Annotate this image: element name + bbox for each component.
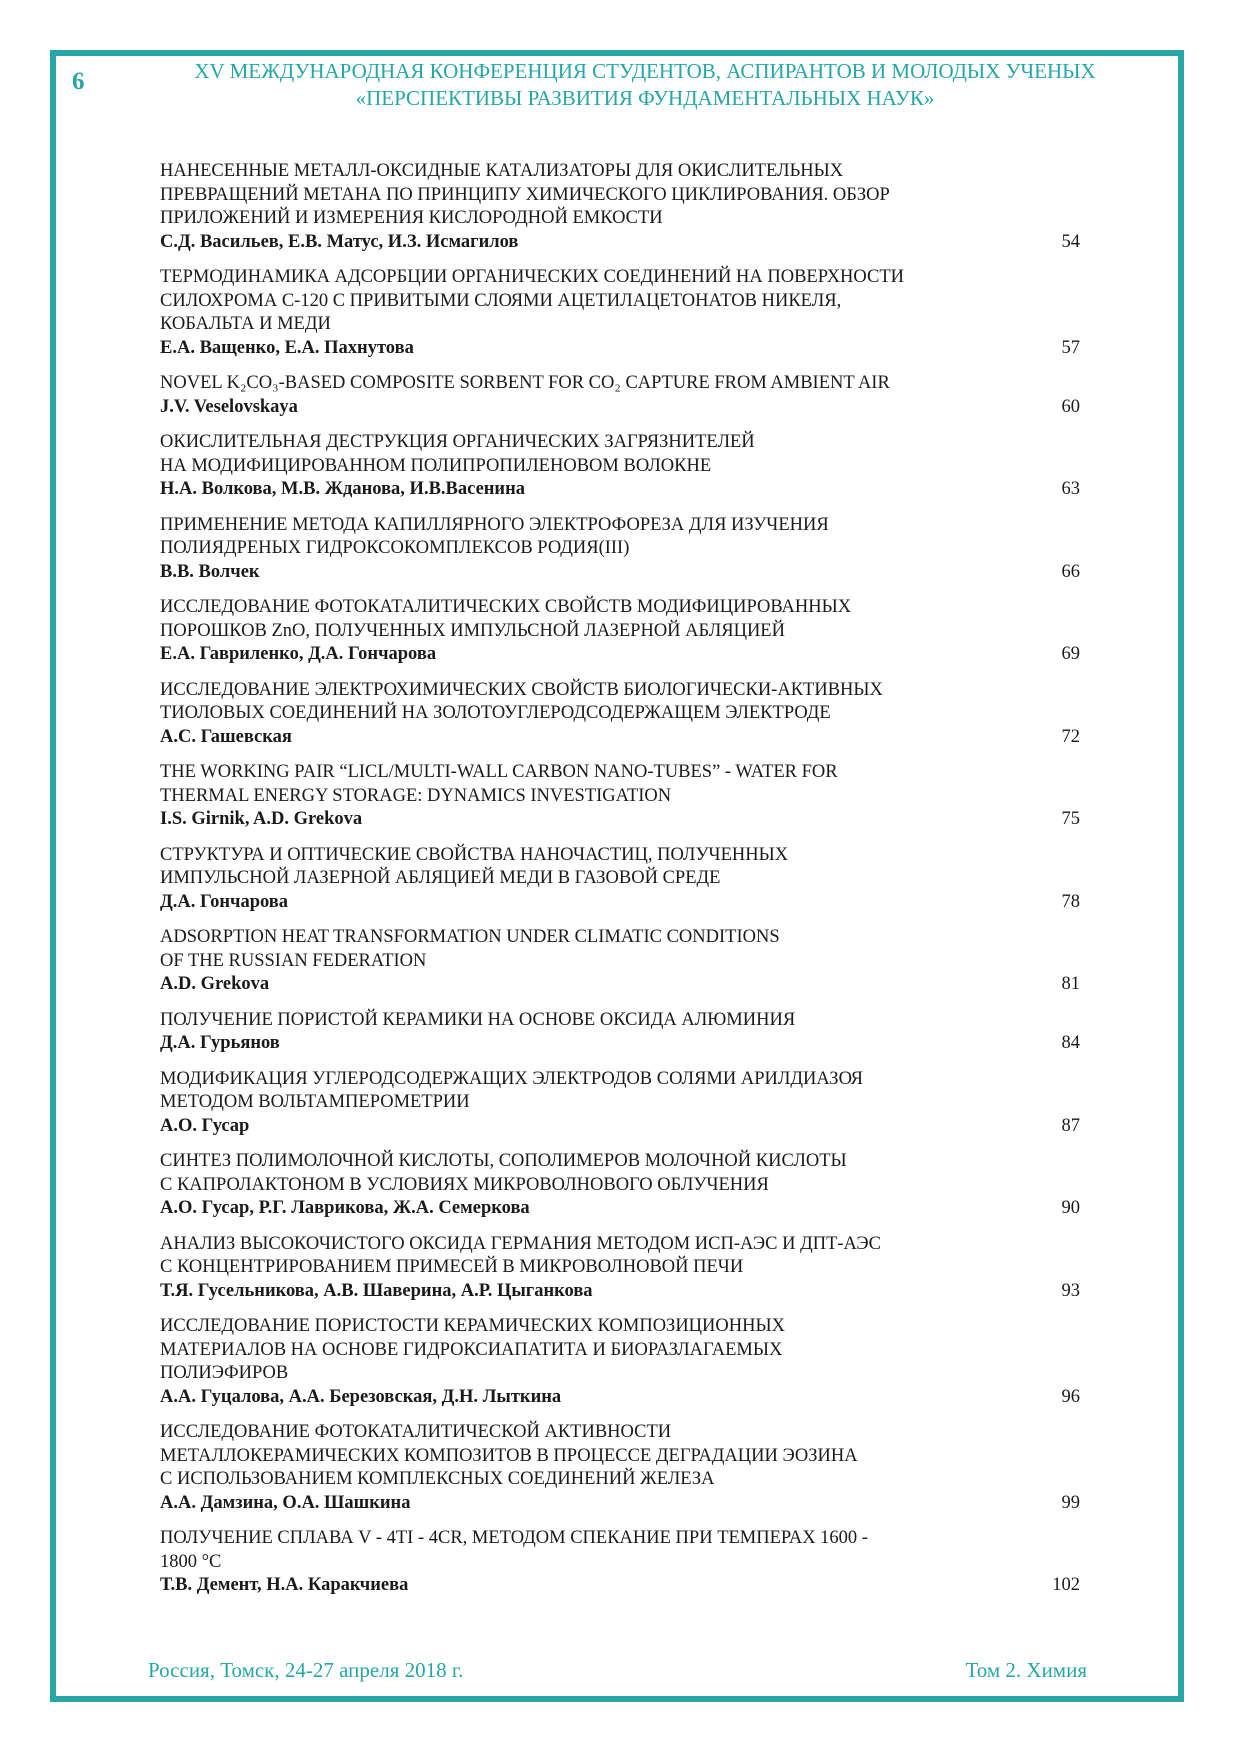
entry-authors: J.V. Veselovskaya	[160, 396, 298, 417]
toc-entry	[160, 1527, 1080, 1598]
entry-page-number: 75	[1061, 809, 1080, 829]
entry-title: МОДИФИКАЦИЯ УГЛЕРОДСОДЕРЖАЩИХ ЭЛЕКТРОДОВ СОЛЯМИ АРИЛДИАЗОЯ МЕТОДОМ ВОЛЬТАМПЕРОМЕТРИИ	[160, 1068, 863, 1112]
toc-entry	[160, 926, 1080, 997]
entry-page-number: 102	[1052, 1575, 1080, 1595]
entry-page-number: 72	[1061, 726, 1080, 747]
header-line-2: «ПЕРСПЕКТИВЫ РАЗВИТИЯ ФУНДАМЕНТАЛЬНЫХ НАУК»	[355, 86, 935, 110]
entry-page-number: 66	[1061, 561, 1080, 582]
entry-authors: А.О. Гусар	[160, 1115, 250, 1136]
toc-entry	[160, 1233, 1080, 1304]
entry-authors: A.D. Grekova	[160, 974, 270, 994]
entry-page-number: 69	[1061, 644, 1080, 664]
entry-authors: А.О. Гусар, Р.Г. Лаврикова, Ж.А. Семеркова	[160, 1198, 530, 1218]
entry-title: ИССЛЕДОВАНИЕ ФОТОКАТАЛИТИЧЕСКИХ СВОЙСТВ МОДИФИЦИРОВАННЫХ ПОРОШКОВ ZnO, ПОЛУЧЕННЫХ ИМПУЛЬСНОЙ ЛАЗЕРНОЙ АБЛЯЦИЕЙ	[160, 597, 852, 641]
entry-authors: А.С. Гашевская	[160, 726, 292, 747]
entry-authors: Е.А. Гавриленко, Д.А. Гончарова	[160, 644, 437, 664]
entry-page-number: 84	[1061, 1033, 1080, 1053]
entry-title: ИССЛЕДОВАНИЕ ЭЛЕКТРОХИМИЧЕСКИХ СВОЙСТВ БИОЛОГИЧЕСКИ-АКТИВНЫХ ТИОЛОВЫХ СОЕДИНЕНИЙ НА ЗОЛОТОУГЛЕРОДСОДЕРЖАЩЕМ ЭЛЕКТРОДЕ	[160, 679, 883, 723]
footer-volume: Том 2. Химия	[965, 1658, 1087, 1682]
entry-title: СИНТЕЗ ПОЛИМОЛОЧНОЙ КИСЛОТЫ, СОПОЛИМЕРОВ МОЛОЧНОЙ КИСЛОТЫ С КАПРОЛАКТОНОМ В УСЛОВИЯХ МИКРОВОЛНОВОГО ОБЛУЧЕНИЯ	[160, 1151, 847, 1195]
entry-authors: А.А. Дамзина, О.А. Шашкина	[160, 1492, 411, 1513]
toc-entry	[160, 1150, 1080, 1221]
entry-authors: В.В. Волчек	[160, 561, 260, 582]
entry-authors: Т.В. Демент, Н.А. Каракчиева	[160, 1575, 409, 1595]
entry-title: ОКИСЛИТЕЛЬНАЯ ДЕСТРУКЦИЯ ОРГАНИЧЕСКИХ ЗАГРЯЗНИТЕЛЕЙ НА МОДИФИЦИРОВАННОМ ПОЛИПРОПИЛЕНОВОМ ВОЛОКНЕ	[160, 432, 755, 476]
entry-authors: Н.А. Волкова, М.В. Жданова, И.В.Васенина	[160, 479, 526, 499]
entry-page-number: 99	[1061, 1492, 1080, 1513]
entry-page-number: 87	[1061, 1115, 1080, 1136]
table-of-contents	[160, 160, 1080, 1610]
entry-page-number: 78	[1061, 891, 1080, 912]
toc-entry	[160, 1009, 1080, 1056]
conference-header	[120, 58, 1170, 112]
entry-authors: Е.А. Ващенко, Е.А. Пахнутова	[160, 337, 414, 358]
toc-entry	[160, 372, 1080, 419]
entry-title: ADSORPTION HEAT TRANSFORMATION UNDER CLIMATIC CONDITIONS OF THE RUSSIAN FEDERATION	[160, 927, 780, 971]
entry-authors: С.Д. Васильев, Е.В. Матус, И.З. Исмагилов	[160, 231, 519, 252]
header-line-1: XV МЕЖДУНАРОДНАЯ КОНФЕРЕНЦИЯ СТУДЕНТОВ, АСПИРАНТОВ И МОЛОДЫХ УЧЕНЫХ	[194, 59, 1096, 83]
entry-title: ИССЛЕДОВАНИЕ ФОТОКАТАЛИТИЧЕСКОЙ АКТИВНОСТИ МЕТАЛЛОКЕРАМИЧЕСКИХ КОМПОЗИТОВ В ПРОЦЕССЕ ДЕГРАДАЦИИ ЭОЗИНА С ИСПОЛЬЗОВАНИЕМ КОМПЛЕКСНЫХ СОЕДИНЕНИЙ ЖЕЛЕЗА	[160, 1422, 858, 1489]
entry-title: ПОЛУЧЕНИЕ ПОРИСТОЙ КЕРАМИКИ НА ОСНОВЕ ОКСИДА АЛЮМИНИЯ	[160, 1009, 796, 1030]
entry-page-number: 90	[1061, 1198, 1080, 1218]
entry-page-number: 57	[1061, 337, 1080, 358]
entry-page-number: 81	[1061, 974, 1080, 994]
toc-entry	[160, 266, 1080, 360]
entry-title: НАНЕСЕННЫЕ МЕТАЛЛ-ОКСИДНЫЕ КАТАЛИЗАТОРЫ ДЛЯ ОКИСЛИТЕЛЬНЫХ ПРЕВРАЩЕНИЙ МЕТАНА ПО ПРИНЦИПУ ХИМИЧЕСКОГО ЦИКЛИРОВАНИЯ. ОБЗОР ПРИЛОЖЕНИЙ И ИЗМЕРЕНИЯ КИСЛОРОДНОЙ ЕМКОСТИ	[160, 161, 890, 228]
entry-title: СТРУКТУРА И ОПТИЧЕСКИЕ СВОЙСТВА НАНОЧАСТИЦ, ПОЛУЧЕННЫХ ИМПУЛЬСНОЙ ЛАЗЕРНОЙ АБЛЯЦИЕЙ МЕДИ В ГАЗОВОЙ СРЕДЕ	[160, 844, 789, 888]
toc-entry	[160, 679, 1080, 750]
page-number: 6	[72, 68, 85, 95]
entry-title: ПОЛУЧЕНИЕ СПЛАВА V - 4TI - 4CR, МЕТОДОМ СПЕКАНИЕ ПРИ ТЕМПЕРАХ 1600 - 1800 °С	[160, 1528, 868, 1572]
entry-authors: Т.Я. Гусельникова, А.В. Шаверина, А.Р. Цыганкова	[160, 1280, 593, 1301]
entry-page-number: 60	[1061, 396, 1080, 417]
toc-entry	[160, 761, 1080, 832]
toc-entry	[160, 160, 1080, 254]
toc-entry	[160, 514, 1080, 585]
entry-authors: А.А. Гуцалова, А.А. Березовская, Д.Н. Лыткина	[160, 1386, 562, 1407]
toc-entry	[160, 431, 1080, 502]
entry-authors: Д.А. Гончарова	[160, 891, 289, 912]
entry-page-number: 96	[1061, 1386, 1080, 1407]
entry-authors: I.S. Girnik, A.D. Grekova	[160, 809, 363, 829]
entry-page-number: 63	[1061, 479, 1080, 499]
toc-entry	[160, 596, 1080, 667]
entry-title: ПРИМЕНЕНИЕ МЕТОДА КАПИЛЛЯРНОГО ЭЛЕКТРОФОРЕЗА ДЛЯ ИЗУЧЕНИЯ ПОЛИЯДРЕНЫХ ГИДРОКСОКОМПЛЕКСОВ РОДИЯ(III)	[160, 514, 829, 558]
entry-authors: Д.А. Гурьянов	[160, 1033, 280, 1053]
footer-location-date: Россия, Томск, 24-27 апреля 2018 г.	[148, 1658, 464, 1682]
entry-title: ИССЛЕДОВАНИЕ ПОРИСТОСТИ КЕРАМИЧЕСКИХ КОМПОЗИЦИОННЫХ МАТЕРИАЛОВ НА ОСНОВЕ ГИДРОКСИАПАТИТА И БИОРАЗЛАГАЕМЫХ ПОЛИЭФИРОВ	[160, 1316, 785, 1383]
toc-entry	[160, 844, 1080, 915]
entry-title: THE WORKING PAIR “LICL/MULTI-WALL CARBON NANO-TUBES” - WATER FOR THERMAL ENERGY STORAGE: DYNAMICS INVESTIGATION	[160, 762, 838, 806]
toc-entry	[160, 1068, 1080, 1139]
entry-title: NOVEL K₂CO₃-BASED COMPOSITE SORBENT FOR CO₂ CAPTURE FROM AMBIENT AIR	[160, 373, 890, 393]
entry-page-number: 93	[1061, 1280, 1080, 1301]
toc-entry	[160, 1421, 1080, 1515]
entry-title: ТЕРМОДИНАМИКА АДСОРБЦИИ ОРГАНИЧЕСКИХ СОЕДИНЕНИЙ НА ПОВЕРХНОСТИ СИЛОХРОМА С-120 С ПРИВИТЫМИ СЛОЯМИ АЦЕТИЛАЦЕТОНАТОВ НИКЕЛЯ, КОБАЛЬТА И МЕДИ	[160, 267, 905, 334]
entry-title: АНАЛИЗ ВЫСОКОЧИСТОГО ОКСИДА ГЕРМАНИЯ МЕТОДОМ ИСП-АЭС И ДПТ-АЭС С КОНЦЕНТРИРОВАНИЕМ ПРИМЕСЕЙ В МИКРОВОЛНОВОЙ ПЕЧИ	[160, 1233, 881, 1277]
toc-entry	[160, 1315, 1080, 1409]
entry-page-number: 54	[1061, 231, 1080, 252]
